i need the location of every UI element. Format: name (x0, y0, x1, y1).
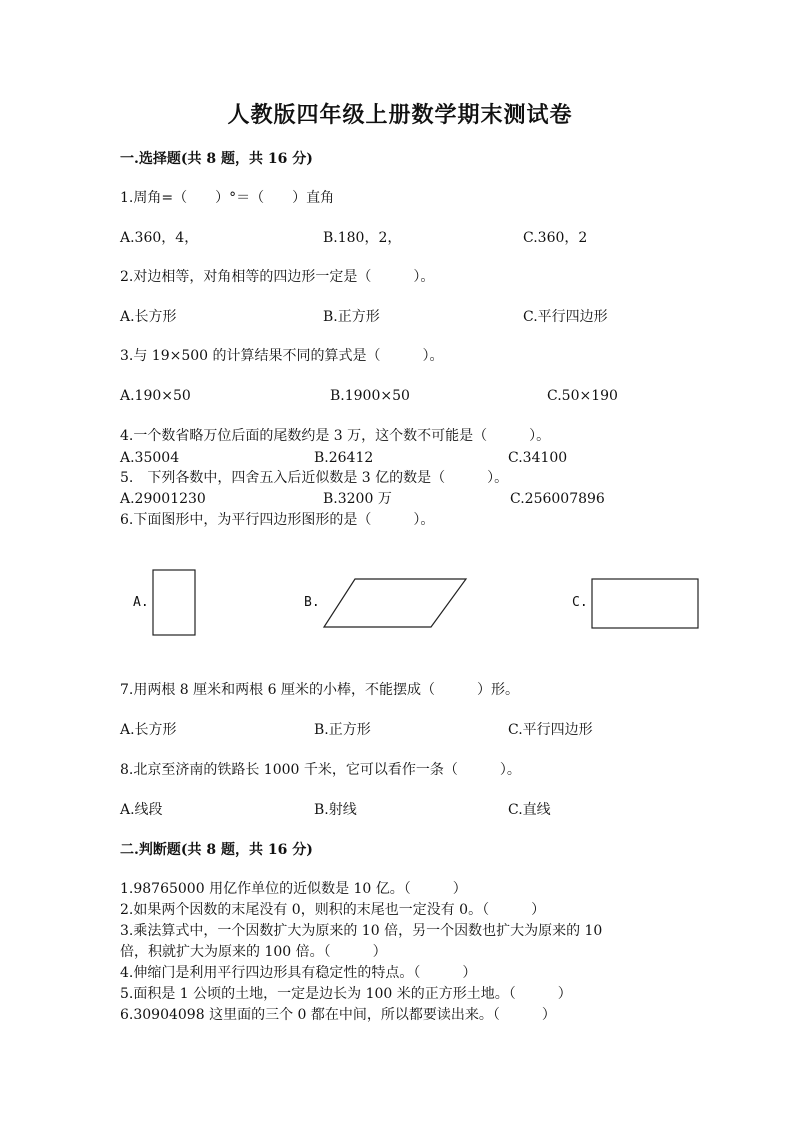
question-2: 2.对边相等，对角相等的四边形一定是（ ）。 (120, 269, 435, 285)
q4-option-c: C.34100 (508, 450, 568, 466)
figure-a-rectangle (153, 570, 195, 635)
figure-c-label: C. (572, 595, 588, 610)
section-2-heading: 二.判断题(共 8 题，共 16 分) (120, 842, 313, 858)
q1-option-c: C.360，2 (523, 230, 588, 246)
q5-option-a: A.29001230 (120, 491, 206, 507)
tf-item-3-line1: 3.乘法算式中，一个因数扩大为原来的 10 倍，另一个因数也扩大为原来的 10 (120, 923, 603, 939)
q4-option-b: B.26412 (314, 450, 374, 466)
q2-option-c: C.平行四边形 (523, 309, 608, 325)
q3-option-c: C.50×190 (547, 388, 618, 404)
figure-b-parallelogram (324, 579, 466, 627)
q1-option-b: B.180，2， (323, 230, 402, 246)
tf-item-2: 2.如果两个因数的末尾没有 0，则积的末尾也一定没有 0。（ ） (120, 902, 546, 918)
question-6: 6.下面图形中，为平行四边形图形的是（ ）。 (120, 512, 435, 528)
figure-c-rectangle (592, 579, 698, 628)
q8-option-b: B.射线 (314, 802, 357, 818)
q7-option-b: B.正方形 (314, 722, 371, 738)
question-7: 7.用两根 8 厘米和两根 6 厘米的小棒，不能摆成（ ）形。 (120, 682, 519, 698)
section-1-heading: 一.选择题(共 8 题，共 16 分) (120, 151, 313, 167)
q8-option-c: C.直线 (508, 802, 551, 818)
figure-b-label: B. (304, 595, 320, 610)
q1-option-a: A.360，4， (120, 230, 199, 246)
q2-option-a: A.长方形 (120, 309, 177, 325)
tf-item-4: 4.伸缩门是利用平行四边形具有稳定性的特点。（ ） (120, 965, 477, 981)
q3-option-a: A.190×50 (120, 388, 191, 404)
question-4: 4.一个数省略万位后面的尾数约是 3 万，这个数不可能是（ ）。 (120, 428, 551, 444)
q8-option-a: A.线段 (120, 802, 163, 818)
q2-option-b: B.正方形 (323, 309, 380, 325)
page-title: 人教版四年级上册数学期末测试卷 (227, 102, 573, 128)
q5-option-c: C.256007896 (510, 491, 605, 507)
question-1: 1.周角=（ ）°＝（ ）直角 (120, 190, 335, 206)
tf-item-3-line2: 倍，积就扩大为原来的 100 倍。（ ） (120, 944, 387, 960)
q3-option-b: B.1900×50 (330, 388, 410, 404)
tf-item-5: 5.面积是 1 公顷的土地，一定是边长为 100 米的正方形土地。（ ） (120, 986, 572, 1002)
question-8: 8.北京至济南的铁路长 1000 千米，它可以看作一条（ ）。 (120, 762, 521, 778)
question-3: 3.与 19×500 的计算结果不同的算式是（ ）。 (120, 348, 444, 364)
q4-option-a: A.35004 (120, 450, 180, 466)
q5-option-b: B.3200 万 (323, 491, 392, 507)
question-5: 5. 下列各数中，四舍五入后近似数是 3 亿的数是（ ）。 (120, 470, 509, 486)
q7-option-a: A.长方形 (120, 722, 177, 738)
tf-item-6: 6.30904098 这里面的三个 0 都在中间，所以都要读出来。（ ） (120, 1007, 556, 1023)
figure-a-label: A. (133, 595, 149, 610)
tf-item-1: 1.98765000 用亿作单位的近似数是 10 亿。（ ） (120, 881, 467, 897)
q7-option-c: C.平行四边形 (508, 722, 593, 738)
